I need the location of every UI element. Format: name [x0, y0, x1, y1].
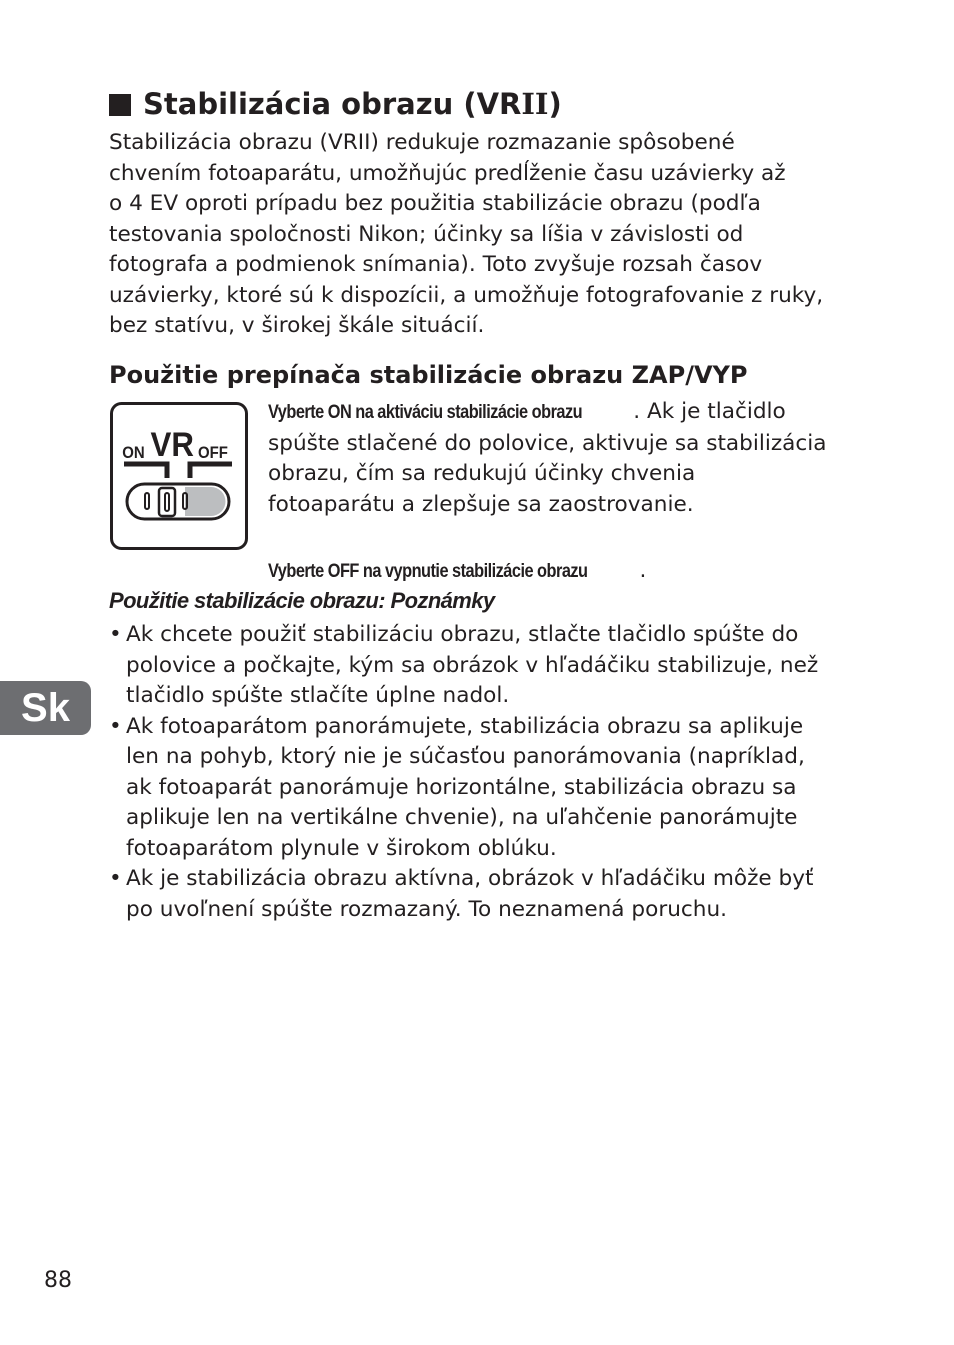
- intro-paragraph: [109, 128, 849, 342]
- note-line: ak fotoaparát panorámuje horizontálne, stabilizácia obrazu sa: [126, 774, 797, 800]
- vr-on-label: ON: [122, 444, 145, 463]
- vr-on-paragraph: [268, 397, 848, 520]
- vr-logo-label: VR: [150, 424, 194, 464]
- note-line: polovice a počkajte, kým sa obrázok v hľadáčiku stabilizuje, než: [126, 652, 819, 678]
- vr-on-line: obrazu, čím sa redukujú účinky chvenia: [268, 461, 696, 486]
- note-line: Ak chcete použiť stabilizáciu obrazu, stlačte tlačidlo spúšte do: [126, 622, 799, 647]
- vr-on-line: fotoaparátu a zlepšuje sa zaostrovanie.: [268, 491, 694, 517]
- paragraph-line: o 4 EV oproti prípadu bez použitia stabilizácie obrazu (podľa: [109, 191, 761, 216]
- vr-on-instruction: Vyberte ON na aktiváciu stabilizácie obrazu: [268, 402, 583, 423]
- paragraph-line: fotografa a podmienok snímania). Toto zvyšuje rozsah časov: [109, 252, 763, 277]
- paragraph-line: uzávierky, ktoré sú k dispozícii, a umožňuje fotografovanie z ruky,: [109, 282, 824, 308]
- vr-on-line: spúšte stlačené do polovice, aktivuje sa stabilizácia: [268, 430, 827, 456]
- paragraph-line: testovania spoločnosti Nikon; účinky sa líšia v závislosti od: [109, 221, 744, 247]
- vr-on-line: Vyberte ON na aktiváciu stabilizácie obrazu . Ak je tlačidlo: [268, 397, 848, 429]
- bullet: •: [109, 713, 122, 739]
- square-bullet-icon: [109, 94, 131, 116]
- note-line: aplikuje len na vertikálne chvenie), na uľahčenie panorámujte: [126, 805, 798, 830]
- paragraph-line: bez statívu, v širokej škále situácií.: [109, 313, 485, 338]
- notes-title: Použitie stabilizácie obrazu: Poznámky: [109, 588, 495, 613]
- note-line: Ak fotoaparátom panorámujete, stabilizácia obrazu sa aplikuje: [126, 713, 804, 739]
- note-line: tlačidlo spúšte stlačíte úplne nadol.: [126, 683, 510, 708]
- note-line: fotoaparátom plynule v širokom oblúku.: [126, 835, 557, 861]
- vr-off-paragraph: Vyberte OFF na vypnutie stabilizácie obrazu .: [268, 556, 646, 587]
- subsection-title: Použitie prepínača stabilizácie obrazu ZAP/VYP: [109, 361, 748, 389]
- list-item: [109, 864, 849, 925]
- notes-list: [109, 620, 849, 925]
- vr-off-instruction: Vyberte OFF na vypnutie stabilizácie obrazu: [268, 560, 588, 582]
- vr-off-label: OFF: [198, 444, 228, 463]
- vr-switch-illustration: [110, 402, 248, 550]
- language-tab: Sk: [0, 681, 91, 735]
- list-item: [109, 620, 849, 712]
- bullet: •: [109, 622, 122, 647]
- note-line: len na pohyb, ktorý nie je súčasťou panorámovania (napríklad,: [126, 744, 805, 769]
- section-title: Stabilizácia obrazu (VRII): [109, 82, 562, 126]
- note-line: Ak je stabilizácia obrazu aktívna, obrázok v hľadáčiku môže byť: [126, 866, 814, 891]
- bullet: •: [109, 866, 122, 891]
- paragraph-line: Stabilizácia obrazu (VRII) redukuje rozmazanie spôsobené: [109, 130, 735, 155]
- paragraph-line: chvením fotoaparátu, umožňujúc predĺženie času uzávierky až: [109, 160, 786, 186]
- list-item: [109, 712, 849, 865]
- note-line: po uvoľnení spúšte rozmazaný. To neznamená poruchu.: [126, 896, 727, 922]
- page-number: 88: [44, 1268, 72, 1293]
